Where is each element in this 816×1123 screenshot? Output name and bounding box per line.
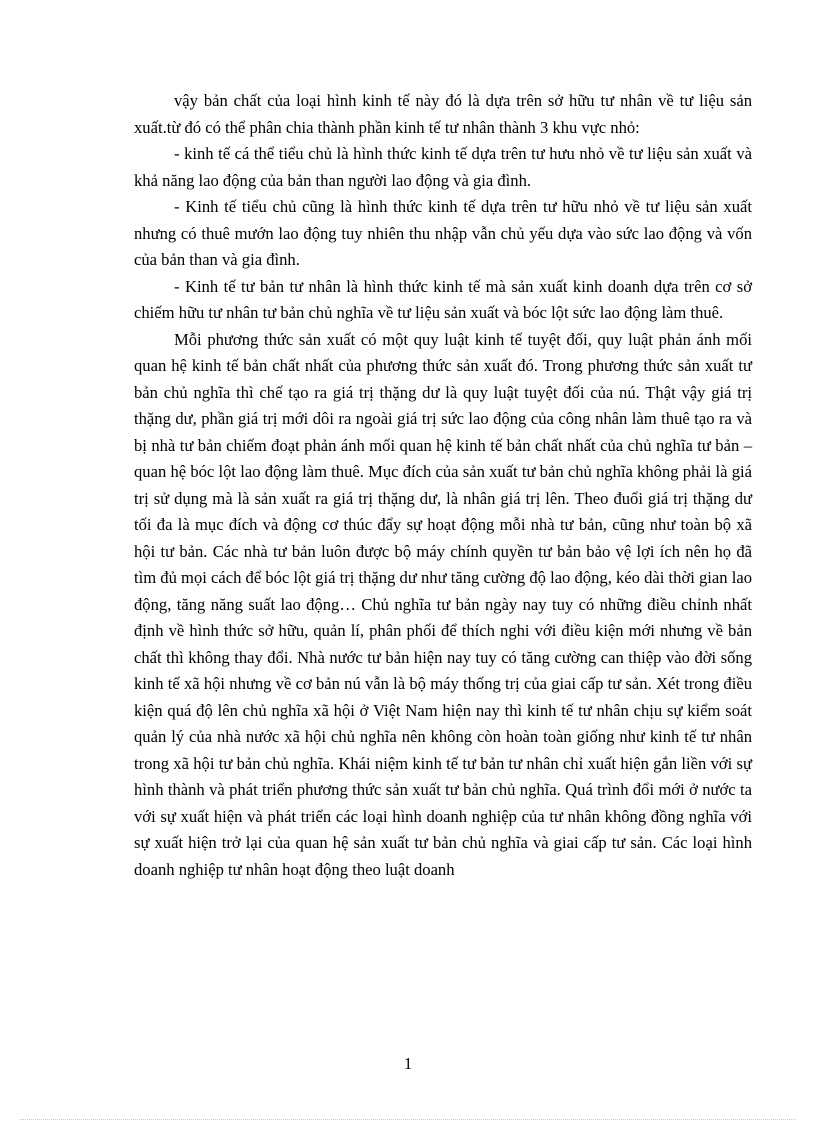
document-body [134, 88, 752, 883]
paragraph-private-capitalist: - Kinh tế tư bản tư nhân là hình thức kinh tế mà sản xuất kinh doanh dựa trên cơ sở chiếm hữu tư nhân tư bản chủ nghĩa về tư liệu sản xuất và bóc lột sức lao động làm thuê. [134, 276, 752, 322]
paragraph-small-owner: - Kinh tế tiểu chủ cũng là hình thức kinh tế dựa trên tư hữu nhỏ về tư liệu sản xuất nhưng có thuê mướn lao động tuy nhiên thu nhập vẫn chủ yếu dựa vào sức lao động và vốn của bản than và gia đình. [134, 197, 752, 269]
paragraph-intro: vậy bản chất của loại hình kinh tế này đó là dựa trên sở hữu tư nhân về tư liệu sản xuất.từ đó có thể phân chia thành phần kinh tế tư nhân thành 3 khu vực nhỏ: [134, 91, 752, 137]
paragraph-individual-small-owner: - kinh tế cá thể tiểu chủ là hình thức kinh tế dựa trên tư hưu nhỏ về tư liệu sản xuất và khả năng lao động của bản than người lao động và gia đình. [134, 144, 752, 190]
page-number: 1 [403, 1054, 413, 1073]
paragraph-mode-of-production: Mỗi phương thức sản xuất có một quy luật kinh tế tuyệt đối, quy luật phản ánh mối quan hệ kinh tế bản chất nhất của phương thức sản xuất đó. Trong phương thức sản xuất tư bản chủ nghĩa thì chế tạo ra giá trị thặng dư là quy luật tuyệt đối của nú. Thật vậy giá trị thặng dư, phần giá trị mới dôi ra ngoài giá trị sức lao động của công nhân làm thuê tạo ra và bị nhà tư bản chiếm đoạt phản ánh mối quan hệ kinh tế bản chất nhất của chủ nghĩa tư bản – quan hệ bóc lột lao động làm thuê. Mục đích của sản xuất tư bản chủ nghĩa không phải là giá trị sử dụng mà là sản xuất ra giá trị thặng dư, là nhân giá trị lên. Theo đuổi giá trị thặng dư tối đa là mục đích và động cơ thúc đẩy sự hoạt động mỗi nhà tư bản, cũng như toàn bộ xã hội tư bản. Các nhà tư bản luôn được bộ máy chính quyền tư bản bảo vệ lợi ích nên họ đã tìm đủ mọi cách để bóc lột giá trị thặng dư như tăng cường độ lao động, kéo dài thời gian lao động, tăng năng suất lao động… Chủ nghĩa tư bản ngày nay tuy có những điều chỉnh nhất định về hình thức sở hữu, quản lí, phân phối để thích nghi với điều kiện mới nhưng về bản chất thì không thay đổi. Nhà nước tư bản hiện nay tuy có tăng cường can thiệp vào đời sống kinh tế xã hội nhưng về cơ bản nú vẫn là bộ máy thống trị của giai cấp tư sản. Xét trong điều kiện quá độ lên chủ nghĩa xã hội ở Việt Nam hiện nay thì kinh tế tư nhân chịu sự kiểm soát quản lý của nhà nước xã hội chủ nghĩa nên không còn hoàn toàn giống như kinh tế tư nhân trong xã hội tư bản chủ nghĩa. Khái niệm kinh tế tư bản tư nhân chỉ xuất hiện gắn liền với sự hình thành và phát triển phương thức sản xuất tư bản chủ nghĩa. Quá trình đổi mới ở nước ta với sự xuất hiện và phát triển các loại hình doanh nghiệp của tư nhân không đồng nghĩa với sự xuất hiện trở lại của quan hệ sản xuất tư bản chủ nghĩa và giai cấp tư sản. Các loại hình doanh nghiệp tư nhân hoạt động theo luật doanh [134, 329, 752, 879]
page-bottom-divider [20, 1119, 796, 1120]
